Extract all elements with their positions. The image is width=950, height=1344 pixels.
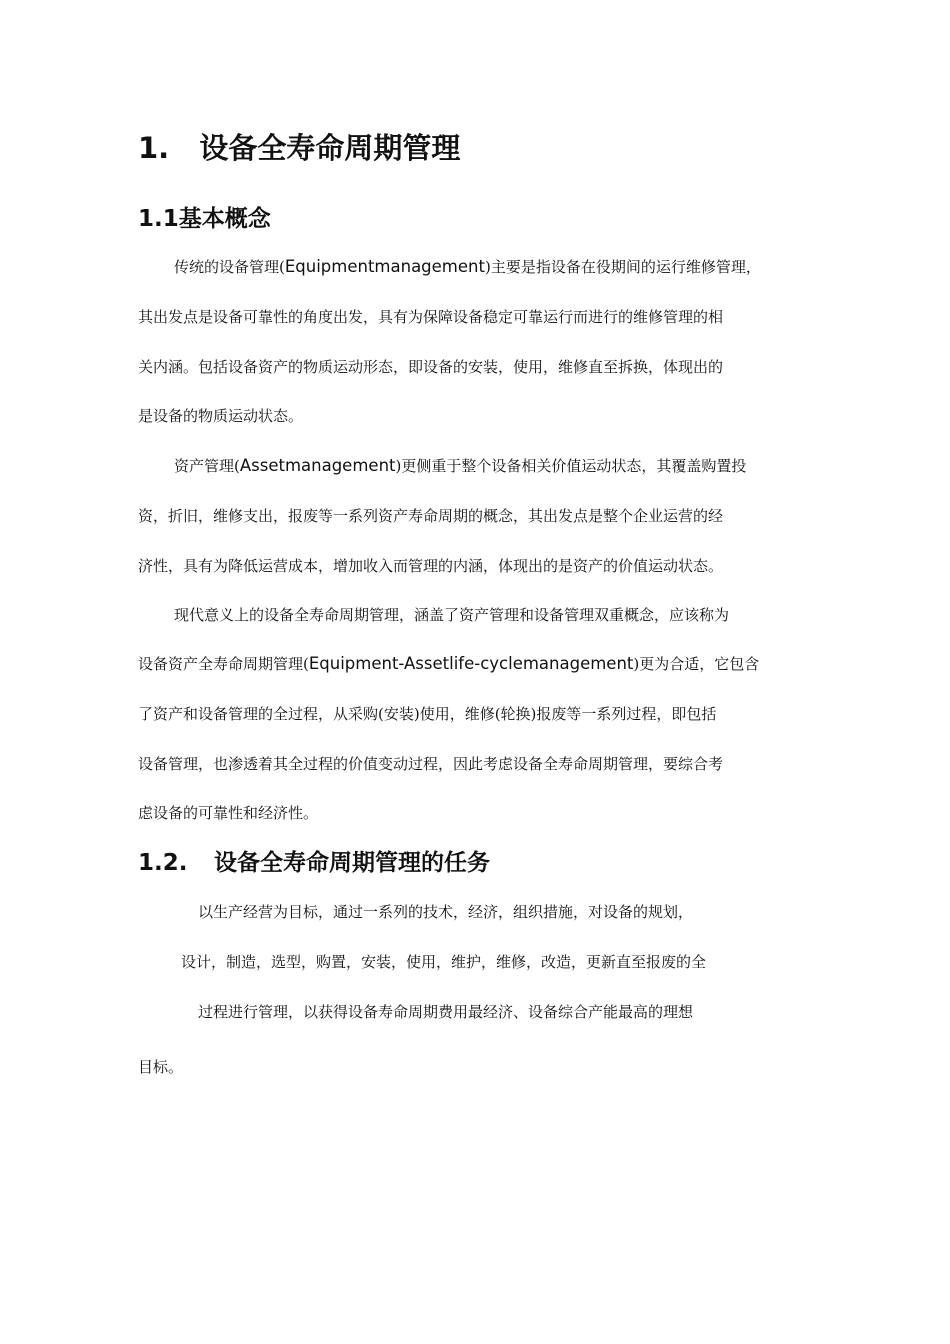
section-number: 1.1 bbox=[138, 206, 179, 232]
paragraph-line: 设备资产全寿命周期管理(Equipment-Assetlife-cyclemanagement)更为合适，它包含 bbox=[138, 654, 760, 673]
section-heading-1-1 bbox=[138, 202, 271, 236]
chapter-heading bbox=[138, 126, 460, 170]
section-title: 设备全寿命周期管理的任务 bbox=[214, 850, 490, 876]
section-heading-1-2 bbox=[138, 846, 490, 880]
paragraph-line: 设计，制造，选型，购置，安装，使用，维护，维修，改造，更新直至报废的全 bbox=[181, 953, 707, 971]
paragraph-line: 了资产和设备管理的全过程，从采购(安装)使用，维修(轮换)报废等一系列过程，即包括 bbox=[138, 705, 717, 723]
section-number: 1.2. bbox=[138, 850, 188, 876]
chapter-title: 设备全寿命周期管理 bbox=[199, 131, 461, 165]
section-title: 基本概念 bbox=[178, 206, 271, 232]
paragraph-line: 目标。 bbox=[138, 1058, 184, 1076]
chapter-number: 1. bbox=[138, 131, 170, 165]
paragraph-line: 现代意义上的设备全寿命周期管理，涵盖了资产管理和设备管理双重概念，应该称为 bbox=[174, 606, 730, 624]
paragraph-line: 关内涵。包括设备资产的物质运动形态，即设备的安装，使用，维修直至拆换，体现出的 bbox=[138, 358, 724, 376]
paragraph-line: 其出发点是设备可靠性的角度出发，具有为保障设备稳定可靠运行而进行的维修管理的相 bbox=[138, 308, 724, 326]
paragraph-line: 资产管理(Assetmanagement)更侧重于整个设备相关价值运动状态，其覆盖购置投 bbox=[174, 456, 747, 475]
paragraph-line: 过程进行管理，以获得设备寿命周期费用最经济、设备综合产能最高的理想 bbox=[198, 1003, 694, 1021]
paragraph-line: 是设备的物质运动状态。 bbox=[138, 407, 304, 425]
paragraph-line: 济性，具有为降低运营成本，增加收入而管理的内涵，体现出的是资产的价值运动状态。 bbox=[138, 557, 724, 575]
paragraph-line: 资，折旧，维修支出，报废等一系列资产寿命周期的概念，其出发点是整个企业运营的经 bbox=[138, 507, 724, 525]
paragraph-line: 传统的设备管理(Equipmentmanagement)主要是指设备在役期间的运行维修管理， bbox=[174, 257, 761, 276]
paragraph-line: 虑设备的可靠性和经济性。 bbox=[138, 804, 319, 822]
paragraph-line: 设备管理，也渗透着其全过程的价值变动过程，因此考虑设备全寿命周期管理，要综合考 bbox=[138, 755, 724, 773]
paragraph-line: 以生产经营为目标，通过一系列的技术，经济，组织措施，对设备的规划， bbox=[198, 903, 694, 921]
